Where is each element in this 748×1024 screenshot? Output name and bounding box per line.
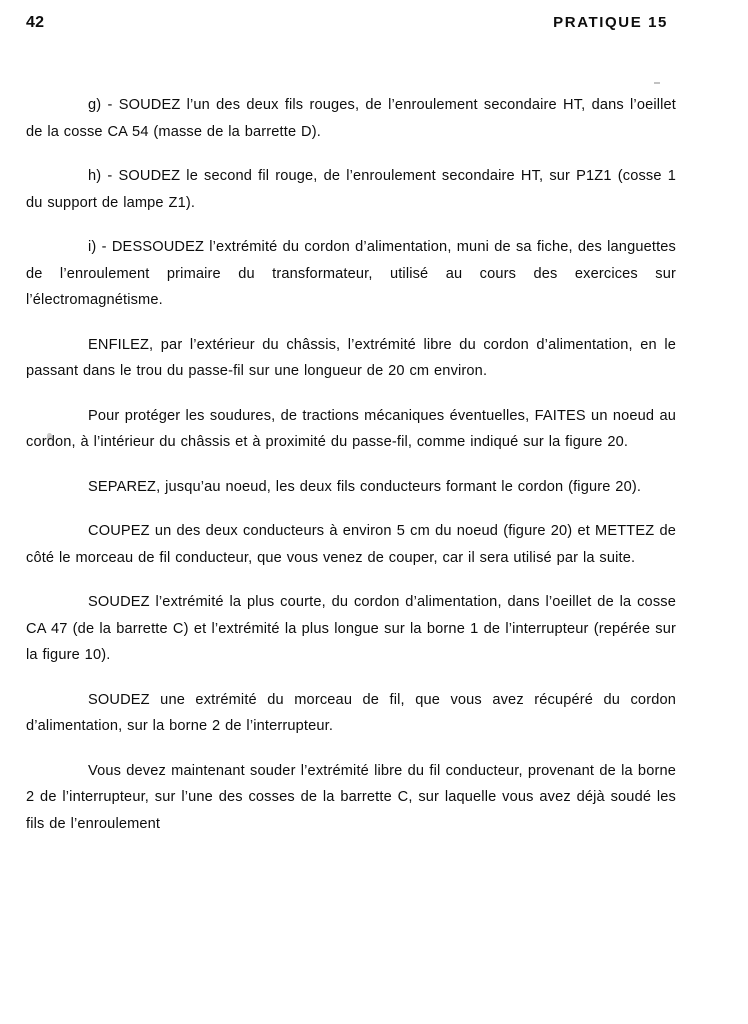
running-title: PRATIQUE 15 [553, 14, 668, 31]
paragraph: g) - SOUDEZ l’un des deux fils rouges, de l’enroulement secondaire HT, dans l’oeillet de la cosse CA 54 (masse de la barrette D). [26, 97, 676, 140]
paragraph: Pour protéger les soudures, de tractions mécaniques éventuelles, FAITES un noeud au cordon, à l’intérieur du châssis et à proximité du passe-fil, comme indiqué sur la figure 20. [26, 407, 676, 450]
paragraph: SOUDEZ l’extrémité la plus courte, du cordon d’alimentation, dans l’oeillet de la cosse CA 47 (de la barrette C) et l’extrémité la plus longue sur la borne 1 de l’interrupteur (repérée sur la figure 10). [26, 594, 676, 663]
paragraph: SEPAREZ, jusqu’au noeud, les deux fils conducteurs formant le cordon (figure 20). [88, 478, 642, 495]
body-text [26, 92, 676, 837]
paragraph: i) - DESSOUDEZ l’extrémité du cordon d’alimentation, muni de sa fiche, des languettes de l’enroulement primaire du transformateur, utilisé au cours des exercices sur l’électromagnétisme. [26, 239, 676, 308]
page-number: 42 [26, 14, 45, 31]
paragraph: h) - SOUDEZ le second fil rouge, de l’enroulement secondaire HT, sur P1Z1 (cosse 1 du support de lampe Z1). [26, 168, 676, 211]
page-header [0, 14, 748, 40]
paragraph: ENFILEZ, par l’extérieur du châssis, l’extrémité libre du cordon d’alimentation, en le passant dans le trou du passe-fil sur une longueur de 20 cm environ. [26, 336, 676, 379]
paragraph: COUPEZ un des deux conducteurs à environ 5 cm du noeud (figure 20) et METTEZ de côté le morceau de fil conducteur, que vous venez de couper, car il sera utilisé par la suite. [26, 523, 676, 566]
paragraph: Vous devez maintenant souder l’extrémité libre du fil conducteur, provenant de la borne 2 de l’interrupteur, sur l’une des cosses de la barrette C, sur laquelle vous avez déjà soudé les fils de l’enroulement [26, 762, 676, 832]
paragraph: SOUDEZ une extrémité du morceau de fil, que vous avez récupéré du cordon d’alimentation, sur la borne 2 de l’interrupteur. [26, 691, 676, 734]
scan-artifact-icon [654, 82, 660, 84]
